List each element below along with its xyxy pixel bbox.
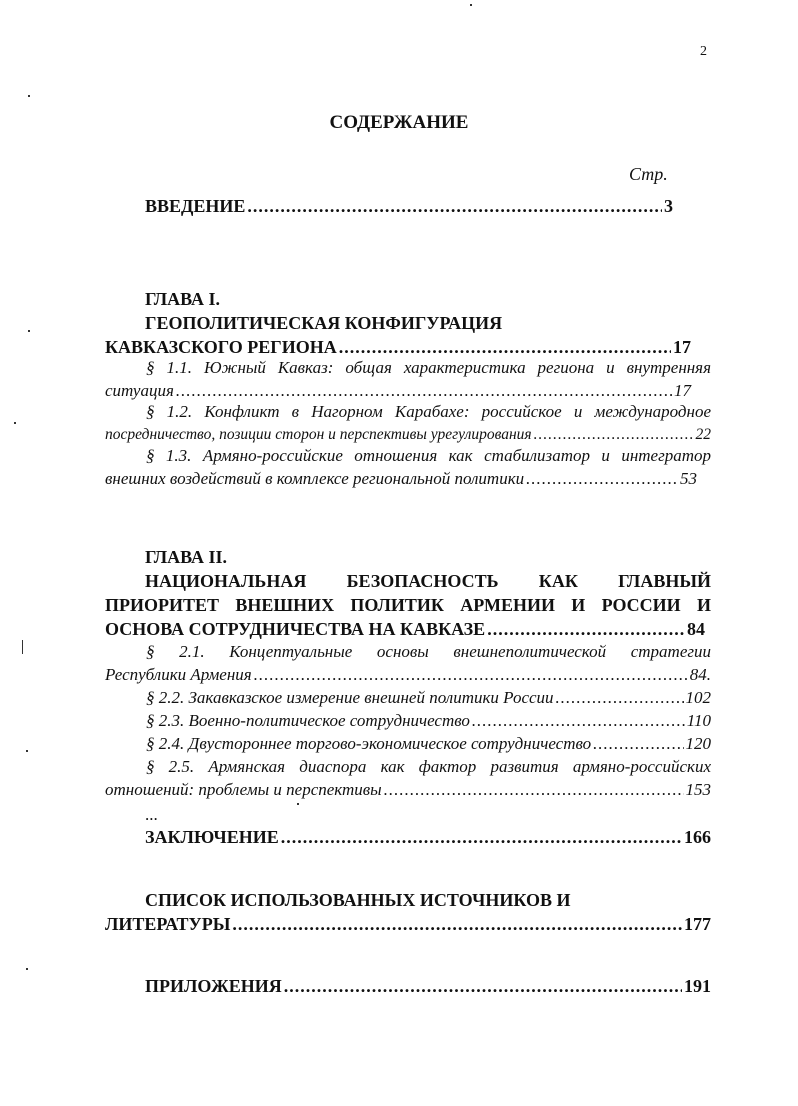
toc-entry-label: ЛИТЕРАТУРЫ <box>105 914 231 934</box>
scan-speck <box>28 330 30 332</box>
toc-entry-label: посредничество, позиции сторон и перспективы урегулирования <box>105 426 532 443</box>
dot-leader <box>556 686 684 710</box>
dot-leader <box>487 617 685 641</box>
page-number: 2 <box>700 44 707 59</box>
toc-entry-section-2-5 <box>105 778 711 802</box>
toc-entry-page: 84 <box>687 619 705 639</box>
toc-entry-label: отношений: проблемы и перспективы <box>105 780 382 799</box>
dot-leader <box>232 912 682 936</box>
toc-entry-page: 3 <box>664 196 673 216</box>
toc-entry-section-2-4 <box>146 732 711 756</box>
toc-entry-page: 22 <box>695 426 711 443</box>
scan-speck <box>14 422 16 424</box>
toc-entry-label: ПРИЛОЖЕНИЯ <box>145 976 282 996</box>
toc-entry-label: КАВКАЗСКОГО РЕГИОНА <box>105 337 337 357</box>
scan-speck <box>26 750 28 752</box>
toc-entry-appendix <box>145 974 711 998</box>
toc-entry-chapter2 <box>105 617 705 641</box>
toc-entry-section-2-2 <box>146 686 711 710</box>
toc-entry-label: внешних воздействий в комплексе региональной политики <box>105 469 525 488</box>
chapter1-title-line1: ГЕОПОЛИТИЧЕСКАЯ КОНФИГУРАЦИЯ <box>145 313 503 333</box>
dot-leader <box>281 825 682 849</box>
toc-entry-conclusion <box>145 825 711 849</box>
chapter2-title-line1: НАЦИОНАЛЬНАЯ БЕЗОПАСНОСТЬ КАК ГЛАВНЫЙ <box>145 571 711 591</box>
toc-entry-page: 120 <box>685 734 711 753</box>
toc-entry-label: ЗАКЛЮЧЕНИЕ <box>145 827 279 847</box>
page-column-label: Стр. <box>629 164 668 184</box>
dot-leader <box>284 974 682 998</box>
toc-entry-page: 102 <box>685 688 711 707</box>
scan-speck <box>22 640 23 654</box>
toc-entry-page: 177 <box>684 914 711 934</box>
toc-entry-section-1-3 <box>105 467 697 491</box>
toc-entry-page: 153 <box>685 780 711 799</box>
scan-speck <box>470 4 472 6</box>
toc-entry-label: § 2.3. Военно-политическое сотрудничество <box>146 711 470 730</box>
toc-entry-label: ВВЕДЕНИЕ <box>145 196 246 216</box>
ellipsis-mark: ... <box>145 805 158 824</box>
scan-speck <box>28 95 30 97</box>
sources-line1: СПИСОК ИСПОЛЬЗОВАННЫХ ИСТОЧНИКОВ И <box>145 890 571 910</box>
toc-entry-page: 110 <box>686 711 711 730</box>
toc-entry-page: 17 <box>673 337 691 357</box>
chapter2-title-line2: ПРИОРИТЕТ ВНЕШНИХ ПОЛИТИК АРМЕНИИ И РОССИИ И <box>105 595 711 615</box>
toc-entry-introduction <box>145 194 673 218</box>
toc-entry-sources <box>105 912 711 936</box>
dot-leader <box>593 732 683 756</box>
toc-entry-page: 84. <box>689 665 711 684</box>
toc-entry-section-2-1 <box>105 663 711 687</box>
section-1-3-line1: § 1.3. Армяно-российские отношения как стабилизатор и интегратор <box>146 446 711 465</box>
page-title: СОДЕРЖАНИЕ <box>329 112 469 133</box>
dot-leader <box>526 467 678 491</box>
section-2-5-line1: § 2.5. Армянская диаспора как фактор развития армяно-российских <box>146 757 711 776</box>
scan-speck <box>26 968 28 970</box>
toc-entry-label: § 2.4. Двустороннее торгово-экономическое сотрудничество <box>146 734 592 753</box>
section-1-2-line1: § 1.2. Конфликт в Нагорном Карабахе: российское и международное <box>146 402 711 421</box>
chapter1-heading: ГЛАВА I. <box>145 289 221 309</box>
toc-entry-page: 17 <box>674 381 691 400</box>
toc-entry-section-2-3 <box>146 709 711 733</box>
toc-entry-label: § 2.2. Закавказское измерение внешней политики России <box>146 688 554 707</box>
toc-entry-label: Республики Армения <box>105 665 252 684</box>
dot-leader <box>254 663 688 687</box>
toc-entry-page: 191 <box>684 976 711 996</box>
dot-leader <box>384 778 684 802</box>
section-1-1-line1: § 1.1. Южный Кавказ: общая характеристика региона и внутренняя <box>146 358 711 377</box>
chapter2-heading: ГЛАВА II. <box>145 547 228 567</box>
section-2-1-line1: § 2.1. Концептуальные основы внешнеполитической стратегии <box>146 642 711 661</box>
dot-leader <box>247 194 662 218</box>
toc-entry-label: ситуация <box>105 381 174 400</box>
toc-entry-label: ОСНОВА СОТРУДНИЧЕСТВА НА КАВКАЗЕ <box>105 619 486 639</box>
toc-entry-page: 166 <box>684 827 711 847</box>
dot-leader <box>472 709 685 733</box>
toc-entry-page: 53 <box>680 469 697 488</box>
scan-speck <box>297 803 299 805</box>
